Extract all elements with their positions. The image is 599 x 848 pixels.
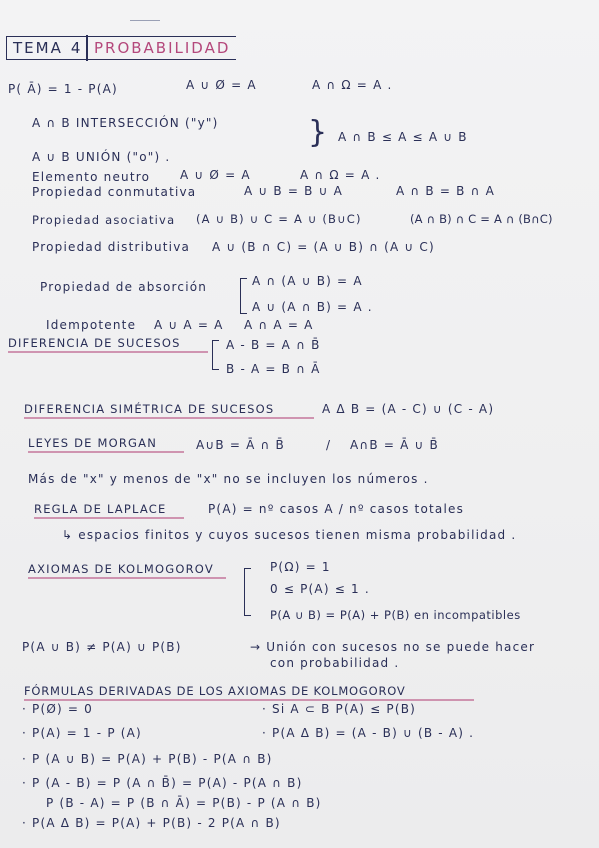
difference-bracket xyxy=(212,340,213,370)
derived-formula-4: · P(A Δ B) = (A - B) ∪ (B - A) . xyxy=(262,726,475,740)
absorption-bracket xyxy=(240,278,241,314)
derived-formula-5: · P (A ∪ B) = P(A) + P(B) - P(A ∩ B) xyxy=(22,752,273,766)
page-mark xyxy=(130,20,160,21)
kolmogorov-label: AXIOMAS DE KOLMOGOROV xyxy=(28,562,214,576)
kolmogorov-highlight xyxy=(28,577,226,579)
associative-union: (A ∪ B) ∪ C = A ∪ (B∪C) xyxy=(196,212,362,226)
idempotent-label: Idempotente xyxy=(46,318,137,332)
derived-formula-7: P (B - A) = P (B ∩ Ā) = P(B) - P (A ∩ B) xyxy=(46,796,322,810)
symmetric-formula: A Δ B = (A - C) ∪ (C - A) xyxy=(322,402,495,416)
derived-formula-2: · Si A ⊂ B P(A) ≤ P(B) xyxy=(262,702,417,716)
idempotent-union: A ∪ A = A xyxy=(154,318,224,332)
derived-formula-3: · P(A) = 1 - P (A) xyxy=(22,726,142,740)
difference-highlight xyxy=(8,351,208,353)
absorption-label: Propiedad de absorción xyxy=(40,280,208,294)
associative-label: Propiedad asociativa xyxy=(32,213,176,227)
difference-label: DIFERENCIA DE SUCESOS xyxy=(8,336,181,350)
commutative-union: A ∪ B = B ∪ A xyxy=(244,184,343,198)
title-tema: TEMA xyxy=(13,39,63,57)
laplace-highlight xyxy=(34,517,184,519)
distributive-label: Propiedad distributiva xyxy=(32,240,191,254)
intersection-definition: A ∩ B INTERSECCIÓN ("y") xyxy=(32,116,219,130)
laplace-label: REGLA DE LAPLACE xyxy=(34,502,167,516)
laplace-formula: P(A) = nº casos A / nº casos totales xyxy=(208,502,465,516)
curly-brace: } xyxy=(308,115,328,150)
associative-intersection: (A ∩ B) ∩ C = A ∩ (B∩C) xyxy=(410,212,553,226)
title-subject: PROBABILIDAD xyxy=(93,39,231,57)
complement-formula: P( Ā) = 1 - P(A) xyxy=(8,82,118,96)
morgan-formula-2: A∩B = Ā ∪ B̄ xyxy=(350,438,439,452)
title-number: 4 xyxy=(70,39,81,57)
absorption-formula-2: A ∪ (A ∩ B) = A . xyxy=(252,300,373,314)
neutral-label: Elemento neutro xyxy=(32,170,151,184)
morgan-label: LEYES DE MORGAN xyxy=(28,436,158,450)
difference-formula-1: A - B = A ∩ B̄ xyxy=(226,338,321,352)
absorption-formula-1: A ∩ (A ∪ B) = A xyxy=(252,274,363,288)
idempotent-intersection: A ∩ A = A xyxy=(244,318,314,332)
union-empty-formula: A ∪ Ø = A xyxy=(186,78,257,92)
derived-highlight xyxy=(24,699,474,701)
axiom-2: 0 ≤ P(A) ≤ 1 . xyxy=(270,582,370,596)
derived-formula-8: · P(A Δ B) = P(A) + P(B) - 2 P(A ∩ B) xyxy=(22,816,281,830)
page-title xyxy=(6,36,236,60)
neutral-union: A ∪ Ø = A xyxy=(180,168,251,182)
derived-formula-1: · P(Ø) = 0 xyxy=(22,702,93,716)
derived-label: FÓRMULAS DERIVADAS DE LOS AXIOMAS DE KOLMOGOROV xyxy=(24,684,406,698)
union-note-text-1: → Unión con sucesos no se puede hacer xyxy=(250,640,536,654)
laplace-note: ↳ espacios finitos y cuyos sucesos tienen misma probabilidad . xyxy=(62,528,517,542)
commutative-label: Propiedad conmutativa xyxy=(32,185,197,199)
brace-result: A ∩ B ≤ A ≤ A ∪ B xyxy=(338,130,468,144)
symmetric-highlight xyxy=(24,417,314,419)
difference-formula-2: B - A = B ∩ Ā xyxy=(226,362,321,376)
union-definition: A ∪ B UNIÓN ("o") . xyxy=(32,150,171,164)
morgan-formula-1: A∪B = Ā ∩ B̄ xyxy=(196,438,285,452)
commutative-intersection: A ∩ B = B ∩ A xyxy=(396,184,495,198)
distributive-formula: A ∪ (B ∩ C) = (A ∪ B) ∩ (A ∪ C) xyxy=(212,240,435,254)
intersect-omega-formula: A ∩ Ω = A . xyxy=(312,78,393,92)
morgan-highlight xyxy=(28,451,184,453)
axiom-1: P(Ω) = 1 xyxy=(270,560,331,574)
morgan-note: Más de "x" y menos de "x" no se incluyen los números . xyxy=(28,472,429,486)
morgan-separator: / xyxy=(326,438,332,452)
derived-formula-6: · P (A - B) = P (A ∩ B̄) = P(A) - P(A ∩ B) xyxy=(22,776,303,790)
axiom-3: P(A ∪ B) = P(A) + P(B) en incompatibles xyxy=(270,608,521,622)
symmetric-label: DIFERENCIA SIMÉTRICA DE SUCESOS xyxy=(24,402,275,416)
union-note-text-2: con probabilidad . xyxy=(270,656,400,670)
neutral-intersection: A ∩ Ω = A . xyxy=(300,168,381,182)
title-divider xyxy=(86,35,88,61)
union-note-formula: P(A ∪ B) ≠ P(A) ∪ P(B) xyxy=(22,640,182,654)
kolmogorov-bracket xyxy=(244,568,245,616)
